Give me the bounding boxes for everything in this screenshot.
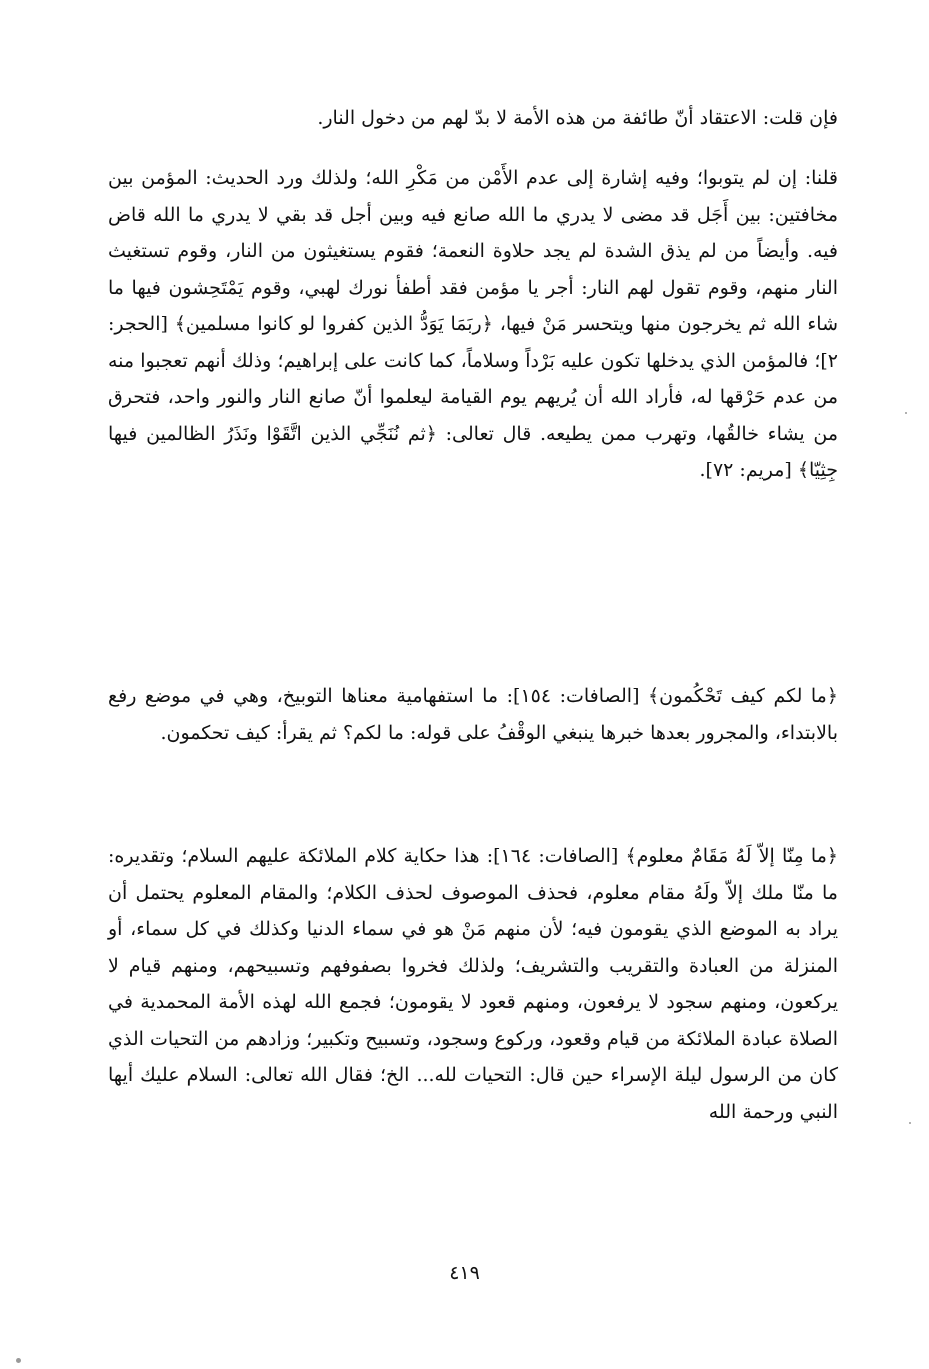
paragraph-3: ﴿ما لكم كيف تَحْكُمون﴾ [الصافات: ١٥٤]: ما استفهامية معناها التوبيخ، وهي في موضع رفع بالابتداء، والمجرور بعدها خبرها ينبغي الوقْفُ على قوله: ما لكم؟ ثم يقرأ: كيف تحكمون. — [108, 685, 838, 744]
page-number: ٤١٩ — [449, 1262, 480, 1284]
paragraph-1: فإن قلت: الاعتقاد أنّ طائفة من هذه الأمة لا بدّ لهم من دخول النار. — [317, 107, 838, 129]
scan-speck — [905, 412, 907, 414]
scan-speck — [909, 1122, 911, 1124]
paragraph-4: ﴿ما مِنّا إلاّ لَهُ مَقَامٌ معلوم﴾ [الصافات: ١٦٤]: هذا حكاية كلام الملائكة عليهم السلام؛ وتقديره: ما منّا ملك إلاّ ولَهُ مقام معلوم، فحذف الموصوف لحذف الكلام؛ والمقام المعلوم يحتمل أن يراد به الموضع الذي يقومون فيه؛ لأن منهم مَنْ هو في سماء الدنيا وكذلك في كل سماء، أو المنزلة من العبادة والتقريب والتشريف؛ ولذلك فخروا بصفوفهم وتسبيحهم، ومنهم قيام لا يركعون، ومنهم سجود لا يرفعون، ومنهم قعود لا يقومون؛ فجمع الله لهذه الأمة المحمدية في الصلاة عبادة الملائكة من قيام وقعود، وركوع وسجود، وتسبيح وتكبير؛ وزادهم من التحيات الذي كان من الرسول ليلة الإسراء حين قال: التحيات لله... الخ؛ فقال الله تعالى: السلام عليك أيها النبي ورحمة الله — [108, 845, 839, 1123]
scan-speck — [16, 1358, 21, 1363]
paragraph-2: قلنا: إن لم يتوبوا؛ وفيه إشارة إلى عدم الأَمْن من مَكْرِ الله؛ ولذلك ورد الحديث: المؤمن بين مخافتين: بين أَجَل قد مضى لا يدري ما الله صانع فيه وبين أجل قد بقي لا يدري ما الله قاض فيه. وأيضاً من لم يذق الشدة لم يجد حلاوة النعمة؛ فقوم يستغيثون من النار، وقوم تستغيث النار منهم، وقوم تقول لهم النار: أجر يا مؤمن فقد أطفأ نورك لهبي، وقوم يَمْتَحِشون فيها ما شاء الله ثم يخرجون منها ويتحسر مَنْ فيها، ﴿ربَمَا يَوَدُّ الذين كفروا لو كانوا مسلمين﴾ [الحجر: ٢]؛ فالمؤمن الذي يدخلها تكون عليه بَرْداً وسلاماً، كما كانت على إبراهيم؛ وذلك أنهم تعجبوا منه من عدم حَرْقها له، فأراد الله أن يُريهم يوم القيامة ليعلموا أنّ صانع النار والنور واحد، فتحرق من يشاء خالقُها، وتهرب ممن يطيعه. قال تعالى: ﴿ثم نُنَجِّي الذين اتَّقَوْا ونَذَرُ الظالمين فيها جِثِيّا﴾ [مريم: ٧٢]. — [108, 167, 838, 481]
